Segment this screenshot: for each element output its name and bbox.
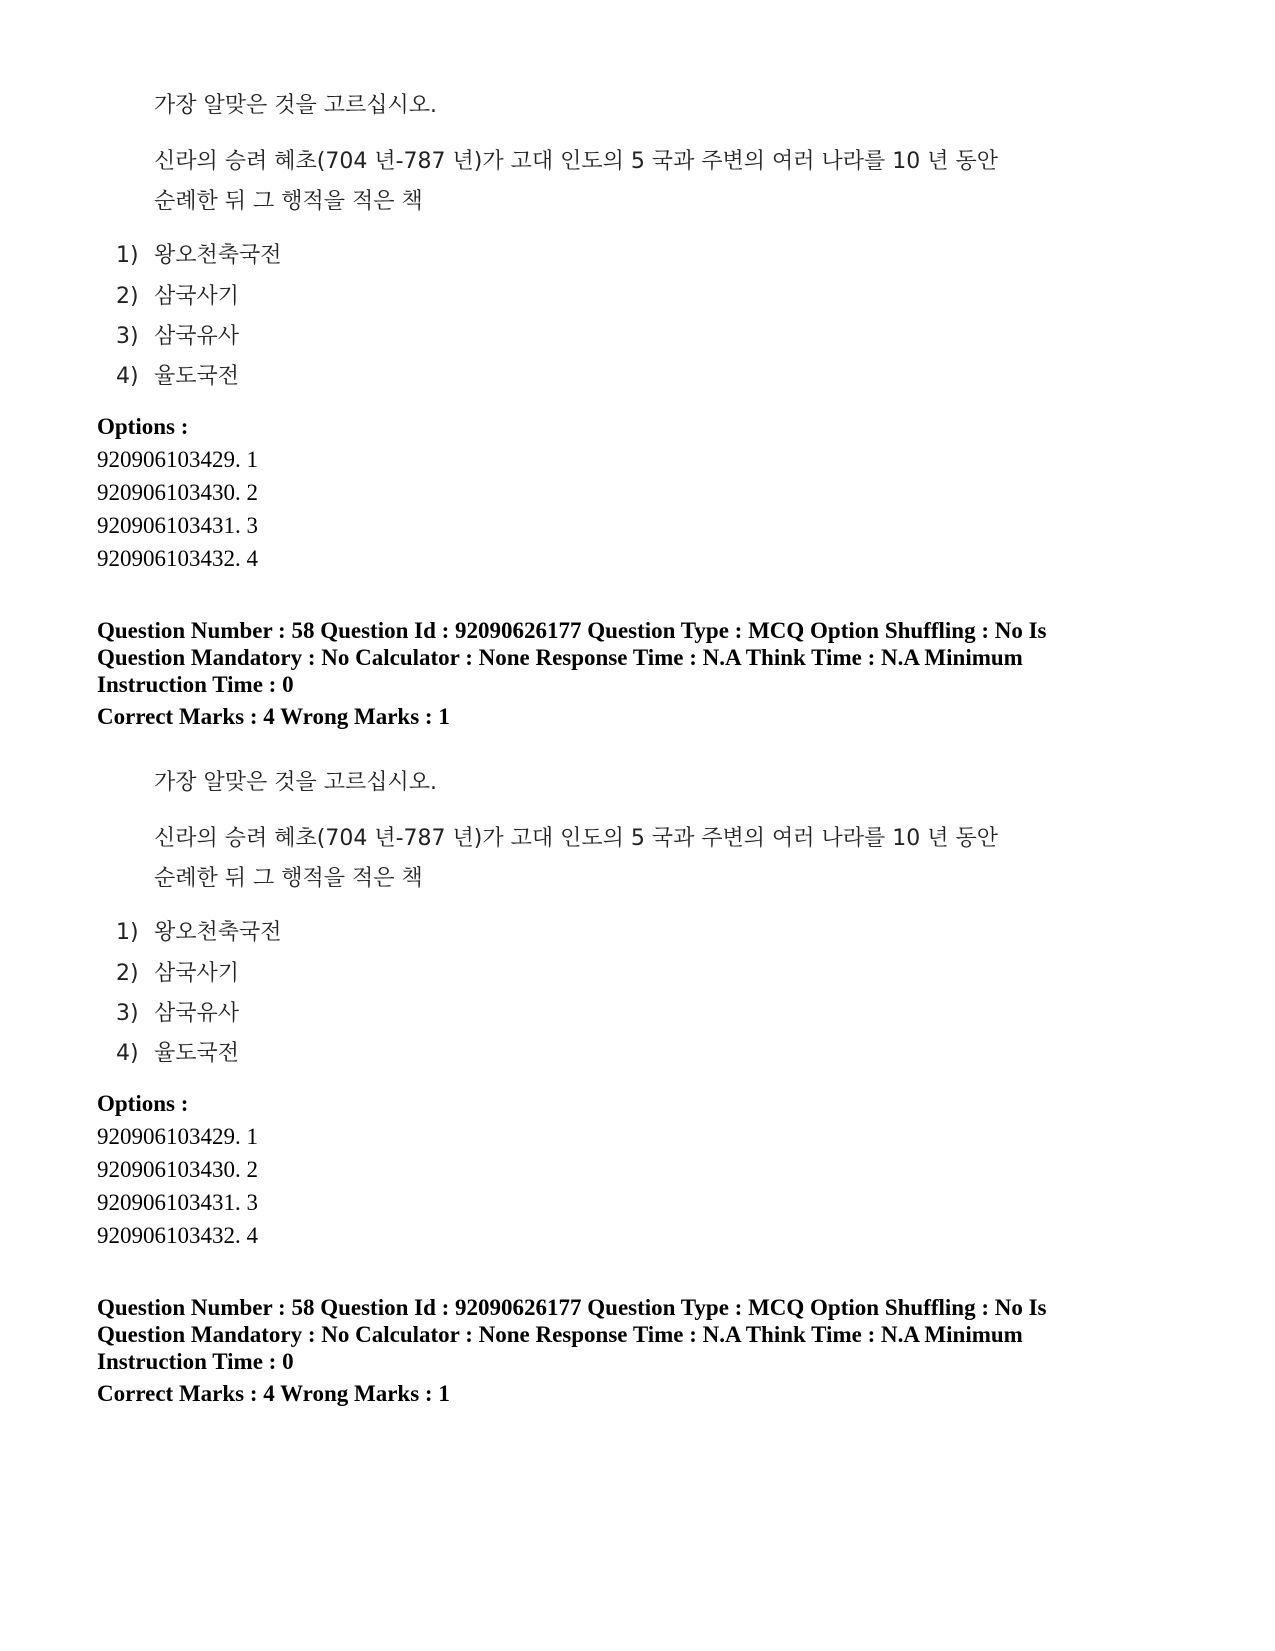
meta-line-1: Question Number : 58 Question Id : 92090626177 Question Type : MCQ Option Shuffling : No Is (97, 618, 1047, 643)
choice-number: 4) (116, 1041, 139, 1066)
choice-text: 삼국유사 (154, 324, 240, 349)
option-id-line: 920906103431. 3 (97, 1190, 258, 1215)
option-id-line: 920906103429. 1 (97, 1124, 258, 1149)
choice-text: 율도국전 (154, 1041, 240, 1066)
choice-text: 율도국전 (154, 364, 240, 389)
choice-number: 1) (116, 920, 139, 945)
choice-item (116, 319, 239, 350)
option-id-line: 920906103429. 1 (97, 447, 258, 472)
meta-line-2: Question Mandatory : No Calculator : None Response Time : N.A Think Time : N.A Minimum (97, 1322, 1023, 1347)
meta-line-1: Question Number : 58 Question Id : 92090626177 Question Type : MCQ Option Shuffling : No Is (97, 1295, 1047, 1320)
option-id-line: 920906103430. 2 (97, 1157, 258, 1182)
choice-item (116, 915, 282, 946)
options-list-2 (97, 1087, 258, 1252)
choice-number: 2) (116, 961, 139, 986)
choice-item (116, 956, 239, 987)
choice-item (116, 279, 239, 310)
choice-item (116, 1036, 239, 1067)
choice-item (116, 996, 239, 1027)
choice-text: 삼국유사 (154, 1001, 240, 1026)
choice-item (116, 359, 239, 390)
options-list-1 (97, 410, 258, 575)
question-stem-line-2: 순례한 뒤 그 행적을 적은 책 (154, 866, 423, 891)
marks-line: Correct Marks : 4 Wrong Marks : 1 (97, 704, 450, 729)
choice-text: 삼국사기 (154, 284, 240, 309)
choice-number: 2) (116, 284, 139, 309)
option-id-line: 920906103431. 3 (97, 513, 258, 538)
choice-item (116, 238, 282, 269)
meta-line-3: Instruction Time : 0 (97, 672, 294, 697)
question-instruction: 가장 알맞은 것을 고르십시오. (154, 93, 437, 118)
options-title: Options : (97, 1091, 189, 1116)
options-title: Options : (97, 414, 189, 439)
choice-number: 3) (116, 1001, 139, 1026)
question-stem-line-2: 순례한 뒤 그 행적을 적은 책 (154, 189, 423, 214)
option-id-line: 920906103432. 4 (97, 546, 258, 571)
question-stem-line-1: 신라의 승려 혜초(704 년-787 년)가 고대 인도의 5 국과 주변의 여러 나라를 10 년 동안 (154, 826, 999, 851)
choice-text: 왕오천축국전 (154, 920, 282, 945)
question-stem-line-1: 신라의 승려 혜초(704 년-787 년)가 고대 인도의 5 국과 주변의 여러 나라를 10 년 동안 (154, 149, 999, 174)
meta-line-2: Question Mandatory : No Calculator : None Response Time : N.A Think Time : N.A Minimum (97, 645, 1023, 670)
marks-line: Correct Marks : 4 Wrong Marks : 1 (97, 1381, 450, 1406)
question-meta-2 (97, 1294, 1177, 1407)
option-id-line: 920906103430. 2 (97, 480, 258, 505)
question-meta-1 (97, 617, 1177, 730)
choice-number: 4) (116, 364, 139, 389)
choice-number: 1) (116, 243, 139, 268)
option-id-line: 920906103432. 4 (97, 1223, 258, 1248)
meta-line-3: Instruction Time : 0 (97, 1349, 294, 1374)
choice-number: 3) (116, 324, 139, 349)
question-instruction: 가장 알맞은 것을 고르십시오. (154, 770, 437, 795)
choice-text: 왕오천축국전 (154, 243, 282, 268)
choice-text: 삼국사기 (154, 961, 240, 986)
